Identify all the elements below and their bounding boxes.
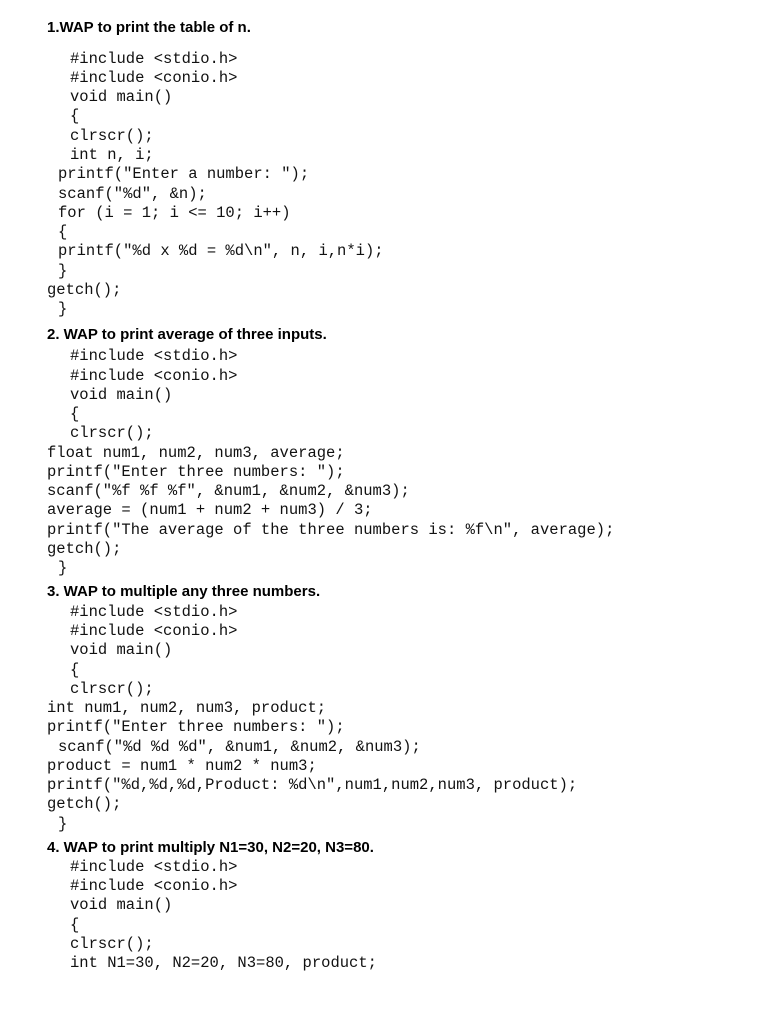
section-2-code-line: printf("Enter three numbers: ");: [47, 463, 345, 481]
section-2-code-line: getch();: [47, 540, 122, 558]
section-4-code-line: clrscr();: [70, 935, 154, 953]
section-1-code-line: printf("Enter a number: ");: [58, 165, 310, 183]
section-3-code-line: printf("Enter three numbers: ");: [47, 718, 345, 736]
section-2-code-line: float num1, num2, num3, average;: [47, 444, 345, 462]
section-4-code-line: #include <stdio.h>: [70, 858, 238, 876]
section-3-code-line: }: [58, 815, 68, 833]
section-1-code-line: #include <conio.h>: [70, 69, 238, 87]
section-1-code-line: clrscr();: [70, 127, 154, 145]
section-2-code-line: #include <conio.h>: [70, 367, 238, 385]
section-1-code-line: }: [58, 262, 68, 280]
section-1-code-line: scanf("%d", &n);: [58, 185, 207, 203]
section-3-code-line: int num1, num2, num3, product;: [47, 699, 327, 717]
section-4-code-line: int N1=30, N2=20, N3=80, product;: [70, 954, 377, 972]
section-4-code-line: void main(): [70, 896, 173, 914]
section-1-code-line: int n, i;: [70, 146, 154, 164]
section-4-code-line: {: [70, 916, 80, 934]
section-1-code-line: {: [58, 223, 68, 241]
section-1-code-line: printf("%d x %d = %d\n", n, i,n*i);: [58, 242, 384, 260]
section-3-code-line: {: [70, 661, 80, 679]
section-3-code-line: product = num1 * num2 * num3;: [47, 757, 317, 775]
section-3-code-line: clrscr();: [70, 680, 154, 698]
section-1-code-line: getch();: [47, 281, 122, 299]
section-2-code-line: #include <stdio.h>: [70, 347, 238, 365]
section-1-heading: 1.WAP to print the table of n.: [47, 19, 251, 36]
section-2-code-line: }: [58, 559, 68, 577]
section-1-code-line: for (i = 1; i <= 10; i++): [58, 204, 291, 222]
section-2-code-line: scanf("%f %f %f", &num1, &num2, &num3);: [47, 482, 410, 500]
section-3-code-line: #include <stdio.h>: [70, 603, 238, 621]
section-3-code-line: scanf("%d %d %d", &num1, &num2, &num3);: [58, 738, 421, 756]
section-2-code-line: average = (num1 + num2 + num3) / 3;: [47, 501, 373, 519]
section-3-code-line: #include <conio.h>: [70, 622, 238, 640]
section-1-code-line: #include <stdio.h>: [70, 50, 238, 68]
section-2-code-line: printf("The average of the three numbers is: %f\n", average);: [47, 521, 615, 539]
section-3-heading: 3. WAP to multiple any three numbers.: [47, 583, 321, 600]
section-2-code-line: {: [70, 405, 80, 423]
section-1-code-line: }: [58, 300, 68, 318]
section-2-code-line: clrscr();: [70, 424, 154, 442]
section-2-heading: 2. WAP to print average of three inputs.: [47, 326, 327, 343]
section-3-code-line: printf("%d,%d,%d,Product: %d\n",num1,num2,num3, product);: [47, 776, 578, 794]
section-1-code-line: {: [70, 107, 80, 125]
section-4-code-line: #include <conio.h>: [70, 877, 238, 895]
section-3-code-line: getch();: [47, 795, 122, 813]
section-4-heading: 4. WAP to print multiply N1=30, N2=20, N3=80.: [47, 839, 374, 856]
section-3-code-line: void main(): [70, 641, 173, 659]
section-1-code-line: void main(): [70, 88, 173, 106]
section-2-code-line: void main(): [70, 386, 173, 404]
